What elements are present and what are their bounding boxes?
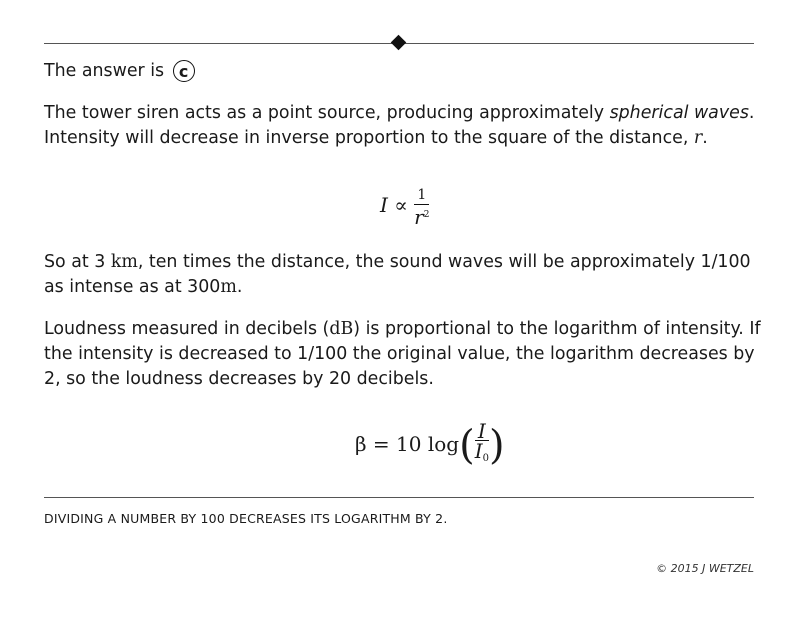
p2-text-c: . [236,277,243,297]
bottom-divider [44,497,754,498]
explanation-paragraph-3 [44,317,764,392]
eq2-lhs: β = 10 log [355,432,460,456]
p3-text-b: ) is proportional to the logarithm of intensity. If the intensity is decreased to 1/100 the original value, the logarithm decreases by 2, so the loudness decreases by 20 decibels. [44,319,761,389]
p1-variable-r: r [693,128,703,148]
answer-choice-badge: c [173,60,195,82]
p2-text-b: , ten times the distance, the sound waves will be approximately 1/100 as intense as at 300 [44,252,751,297]
p2-text-a: So at 3 [44,252,111,272]
eq2-subscript: 0 [482,453,489,464]
eq2-numerator: I [477,419,486,443]
eq1-numerator: 1 [414,186,429,205]
footnote: DIVIDING A NUMBER BY 100 DECREASES ITS LOGARITHM BY 2. [44,511,448,526]
equation-decibel [355,419,505,469]
eq1-exponent: 2 [423,210,430,220]
eq2-right-paren: ) [488,422,505,469]
eq2-fraction [474,419,489,469]
p3-text-a: Loudness measured in decibels ( [44,319,330,339]
p2-unit-km: km [110,252,138,272]
answer-line [44,59,764,84]
p3-unit-db: dB [329,319,354,339]
p1-text-c: Intensity will decrease in inverse proportion to the square of the distance, [44,128,694,148]
eq1-lhs: I [380,193,388,217]
diamond-ornament-icon [391,35,407,51]
equation-proportionality [380,186,429,227]
p1-text-d: . [702,128,708,148]
p1-text-b: . [748,103,755,123]
answer-label: The answer is [44,61,165,81]
copyright: © 2015 J WETZEL [656,562,754,575]
p2-unit-m: m [220,277,237,297]
p1-text-a: The tower siren acts as a point source, producing approximately [44,103,610,123]
p1-emphasis: spherical waves [609,103,749,123]
eq1-operator: ∝ [394,193,408,217]
explanation-paragraph-2 [44,250,764,300]
eq2-left-paren: ( [459,422,475,469]
eq1-den-var: r [414,205,424,229]
eq1-denominator [414,205,429,227]
explanation-paragraph-1 [44,101,764,151]
eq2-denominator: I [474,439,483,463]
eq1-fraction [414,186,429,227]
